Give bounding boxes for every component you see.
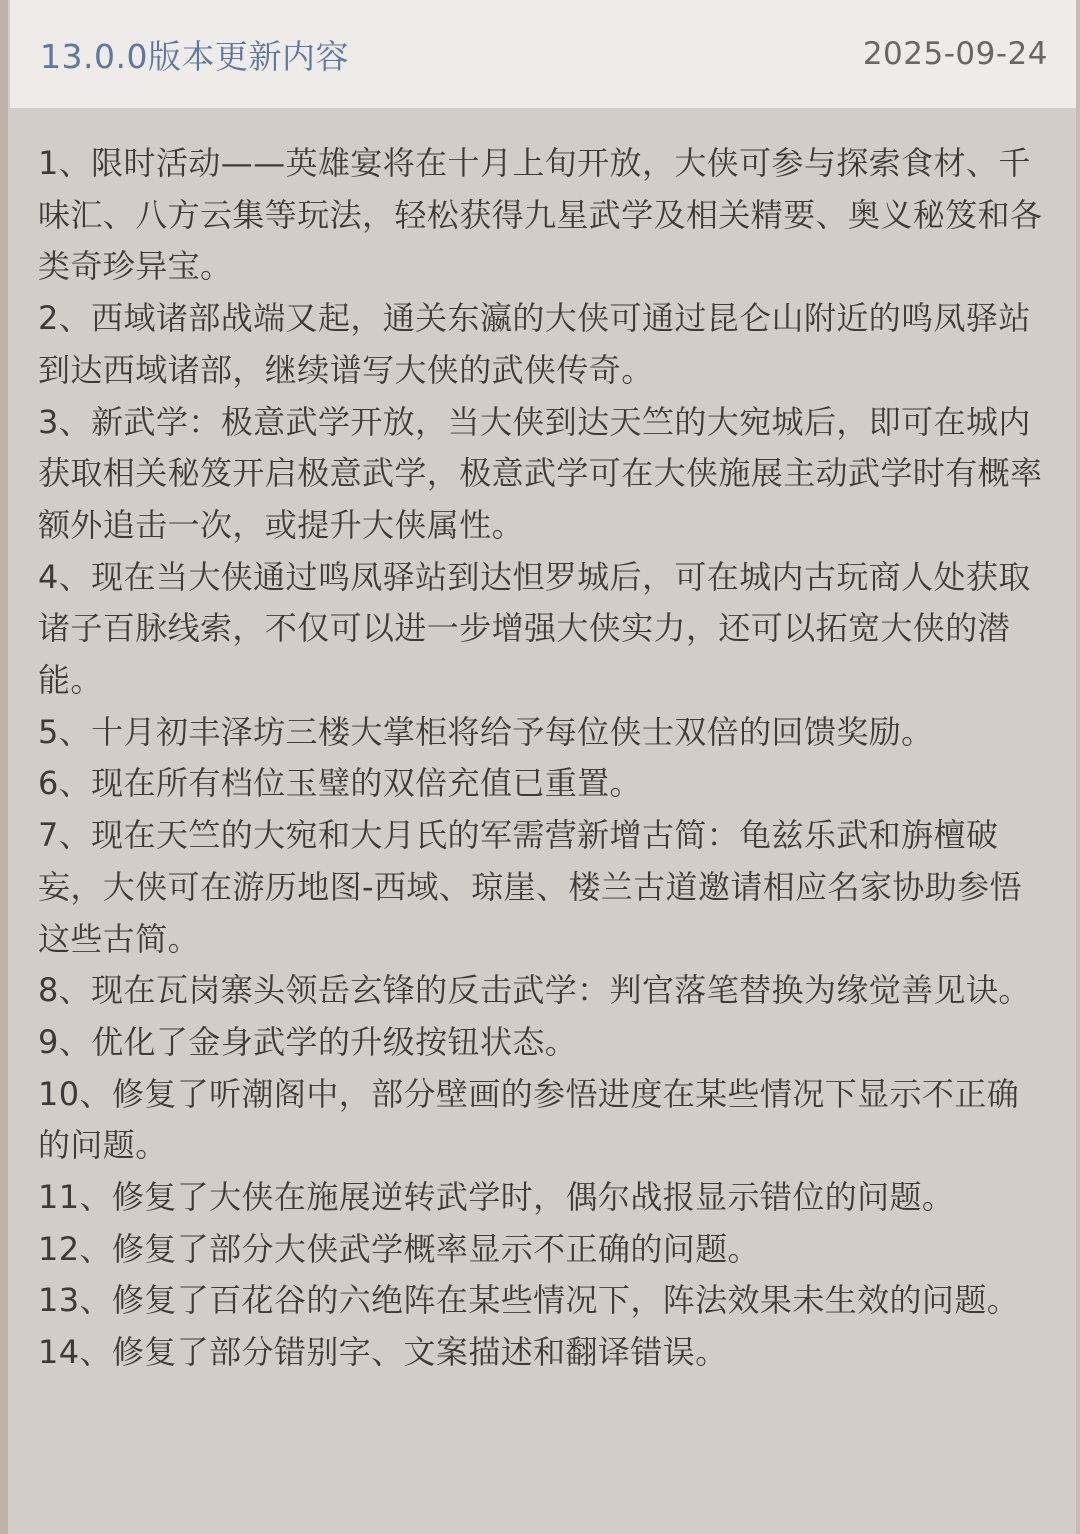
update-item: 11、修复了大侠在施展逆转武学时，偶尔战报显示错位的问题。: [38, 1178, 955, 1217]
update-content: [38, 138, 1050, 1379]
update-item: 5、十月初丰泽坊三楼大掌柜将给予每位侠士双倍的回馈奖励。: [38, 712, 934, 751]
update-item: 13、修复了百花谷的六绝阵在某些情况下，阵法效果未生效的问题。: [38, 1281, 1020, 1320]
update-item: 10、修复了听潮阁中，部分壁画的参悟进度在某些情况下显示不正确的问题。: [38, 1074, 1020, 1165]
update-title: 13.0.0版本更新内容: [40, 36, 349, 76]
update-item: 3、新武学：极意武学开放，当大侠到达天竺的大宛城后，即可在城内获取相关秘笈开启极意武学，极意武学可在大侠施展主动武学时有概率额外追击一次，或提升大侠属性。: [38, 402, 1043, 544]
update-item: 2、西域诸部战端又起，通关东瀛的大侠可通过昆仑山附近的鸣凤驿站到达西域诸部，继续谱写大侠的武侠传奇。: [38, 299, 1031, 389]
update-item: 12、修复了部分大侠武学概率显示不正确的问题。: [38, 1229, 760, 1268]
update-item: 4、现在当大侠通过鸣凤驿站到达怛罗城后，可在城内古玩商人处获取诸子百脉线索，不仅可以进一步增强大侠实力，还可以拓宽大侠的潜能。: [38, 557, 1031, 700]
update-item: 14、修复了部分错别字、文案描述和翻译错误。: [38, 1333, 728, 1372]
update-header: [10, 0, 1076, 108]
panel-right-border: [1076, 0, 1080, 1534]
update-item: 6、现在所有档位玉璧的双倍充值已重置。: [38, 764, 642, 803]
update-item: 9、优化了金身武学的升级按钮状态。: [38, 1022, 578, 1061]
update-item: 7、现在天竺的大宛和大月氏的军需营新增古简：龟兹乐武和旃檀破妄，大侠可在游历地图-西域、琼崖、楼兰古道邀请相应名家协助参悟这些古简。: [38, 816, 1022, 958]
update-item: 8、现在瓦岗寨头领岳玄锋的反击武学：判官落笔替换为缘觉善见诀。: [38, 971, 1031, 1010]
update-item: 1、限时活动——英雄宴将在十月上旬开放，大侠可参与探索食材、千味汇、八方云集等玩法，轻松获得九星武学及相关精要、奥义秘笈和各类奇珍异宝。: [38, 144, 1043, 286]
panel-left-border: [0, 0, 8, 1534]
update-date: 2025-09-24: [862, 36, 1048, 72]
